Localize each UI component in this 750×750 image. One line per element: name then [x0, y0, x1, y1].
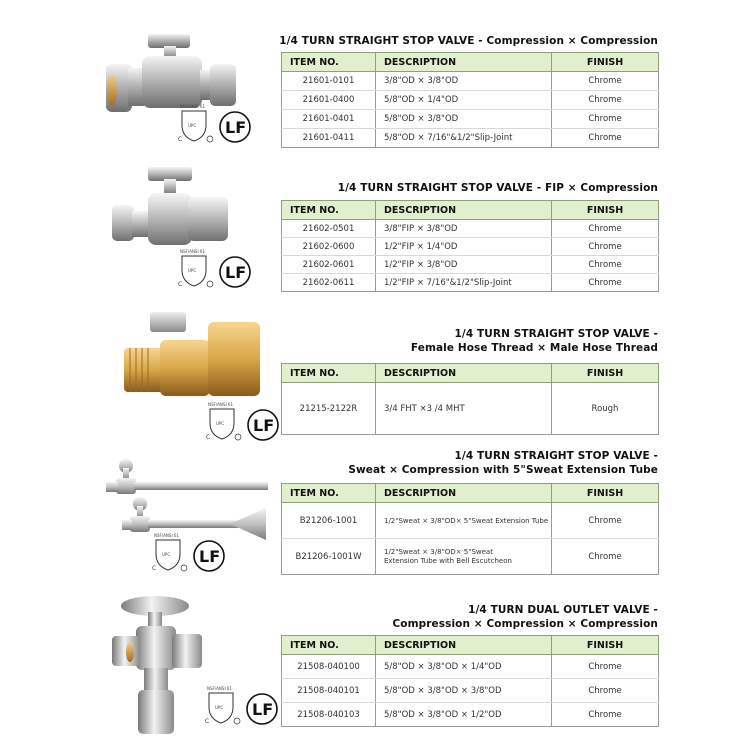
header-item-no: ITEM NO.	[282, 201, 376, 220]
svg-text:C: C	[206, 434, 211, 441]
svg-text:UPC: UPC	[162, 552, 171, 557]
header-description: DESCRIPTION	[376, 53, 552, 72]
item-no: 21601-0401	[282, 110, 376, 129]
description: 3/4 FHT ×3 /4 MHT	[376, 383, 552, 435]
lf-mark: LF	[253, 416, 275, 435]
lf-mark: LF	[225, 118, 247, 137]
header-item-no: ITEM NO.	[282, 53, 376, 72]
finish: Chrome	[552, 72, 659, 91]
svg-text:UPC: UPC	[188, 123, 197, 128]
finish: Chrome	[552, 679, 659, 703]
item-no: 21508-040101	[282, 679, 376, 703]
item-no: 21602-0501	[282, 220, 376, 238]
section-title: 1/4 TURN DUAL OUTLET VALVE - Compression × Compression × Compression	[392, 604, 658, 630]
finish: Rough	[552, 383, 659, 435]
header-item-no: ITEM NO.	[282, 484, 376, 503]
description: 3/8"OD × 3/8"OD	[376, 72, 552, 91]
svg-text:NSF/ANSI 61: NSF/ANSI 61	[180, 104, 205, 109]
svg-text:UPC: UPC	[216, 421, 225, 426]
header-item-no: ITEM NO.	[282, 364, 376, 383]
item-no: 21508-040103	[282, 703, 376, 727]
header-item-no: ITEM NO.	[282, 636, 376, 655]
svg-text:C: C	[178, 281, 183, 288]
finish: Chrome	[552, 655, 659, 679]
svg-text:NSF/ANSI 61: NSF/ANSI 61	[207, 686, 232, 691]
item-no: 21601-0400	[282, 91, 376, 110]
description: 5/8"OD × 3/8"OD × 1/4"OD	[376, 655, 552, 679]
description: 1/2"FIP × 3/8"OD	[376, 256, 552, 274]
header-finish: FINISH	[552, 636, 659, 655]
section-title: 1/4 TURN STRAIGHT STOP VALVE - Female Hose Thread × Male Hose Thread	[410, 328, 658, 354]
finish: Chrome	[552, 503, 659, 539]
svg-text:C: C	[178, 136, 183, 143]
finish: Chrome	[552, 220, 659, 238]
description: 5/8"OD × 3/8"OD × 1/2"OD	[376, 703, 552, 727]
section-title: 1/4 TURN STRAIGHT STOP VALVE - Sweat × Compression with 5"Sweat Extension Tube	[348, 450, 658, 476]
header-description: DESCRIPTION	[376, 636, 552, 655]
lf-mark: LF	[225, 263, 247, 282]
header-description: DESCRIPTION	[376, 484, 552, 503]
item-no: 21601-0411	[282, 129, 376, 148]
finish: Chrome	[552, 539, 659, 575]
description: 1/2"Sweat × 3/8"OD× 5"Sweat Extension Tube	[376, 503, 552, 539]
svg-text:C: C	[152, 565, 157, 572]
dual-outlet-valve-image	[110, 590, 210, 740]
item-no: 21215-2122R	[282, 383, 376, 435]
lf-mark: LF	[252, 700, 274, 719]
header-finish: FINISH	[552, 484, 659, 503]
item-no: 21601-0101	[282, 72, 376, 91]
item-no: 21508-040100	[282, 655, 376, 679]
svg-text:NSF/ANSI 61: NSF/ANSI 61	[180, 249, 205, 254]
header-finish: FINISH	[552, 201, 659, 220]
finish: Chrome	[552, 703, 659, 727]
header-description: DESCRIPTION	[376, 201, 552, 220]
finish: Chrome	[552, 274, 659, 292]
description: 1/2"FIP × 1/4"OD	[376, 238, 552, 256]
section-title: 1/4 TURN STRAIGHT STOP VALVE - FIP × Compression	[337, 182, 658, 194]
svg-text:NSF/ANSI 61: NSF/ANSI 61	[208, 402, 233, 407]
item-no: B21206-1001	[282, 503, 376, 539]
description: 5/8"OD × 3/8"OD × 3/8"OD	[376, 679, 552, 703]
description: 3/8"FIP × 3/8"OD	[376, 220, 552, 238]
description: 1/2"Sweat × 3/8"OD× 5"Sweat Extension Tube with Bell Escutcheon	[376, 539, 552, 575]
svg-text:C: C	[205, 718, 210, 725]
header-finish: FINISH	[552, 53, 659, 72]
svg-text:UPC: UPC	[215, 705, 224, 710]
finish: Chrome	[552, 110, 659, 129]
svg-text:UPC: UPC	[188, 268, 197, 273]
description: 5/8"OD × 3/8"OD	[376, 110, 552, 129]
svg-text:NSF/ANSI 61: NSF/ANSI 61	[154, 533, 179, 538]
certification-marks	[203, 685, 283, 727]
item-no: B21206-1001W	[282, 539, 376, 575]
finish: Chrome	[552, 256, 659, 274]
spec-table	[281, 635, 659, 727]
header-finish: FINISH	[552, 364, 659, 383]
lf-mark: LF	[199, 547, 221, 566]
item-no: 21602-0611	[282, 274, 376, 292]
description: 5/8"OD × 7/16"&1/2"Slip-Joint	[376, 129, 552, 148]
table-row	[282, 655, 659, 679]
table-row	[282, 679, 659, 703]
item-no: 21602-0600	[282, 238, 376, 256]
table-row	[282, 703, 659, 727]
description: 1/2"FIP × 7/16"&1/2"Slip-Joint	[376, 274, 552, 292]
header-description: DESCRIPTION	[376, 364, 552, 383]
description: 5/8"OD × 1/4"OD	[376, 91, 552, 110]
section-title: 1/4 TURN STRAIGHT STOP VALVE - Compression × Compression	[279, 35, 658, 47]
finish: Chrome	[552, 238, 659, 256]
finish: Chrome	[552, 129, 659, 148]
item-no: 21602-0601	[282, 256, 376, 274]
finish: Chrome	[552, 91, 659, 110]
